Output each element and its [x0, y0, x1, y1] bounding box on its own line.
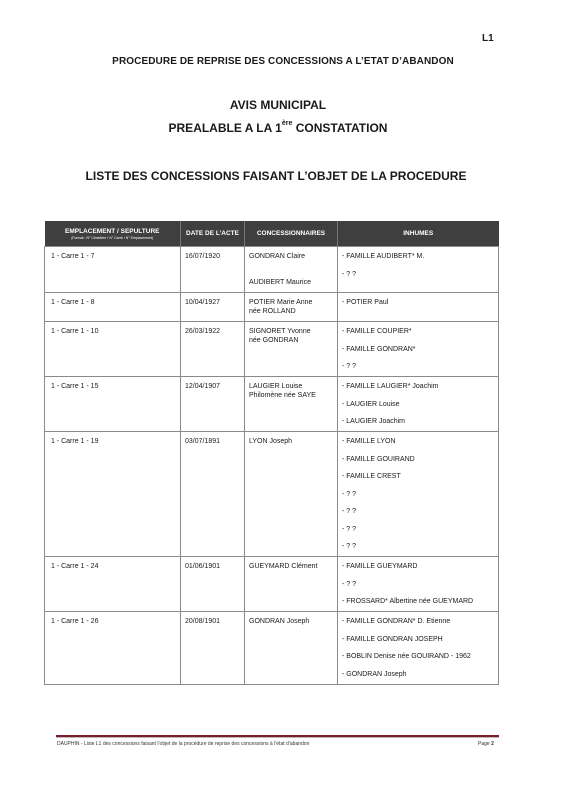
cell-emplacement: 1 - Carre 1 - 15	[45, 377, 181, 432]
spacer	[249, 261, 333, 278]
header-emplacement	[45, 221, 181, 247]
cell-concessionnaires	[245, 322, 338, 377]
header-concessionnaires: CONCESSIONNAIRES	[245, 221, 338, 247]
prealable-superscript: ère	[281, 120, 293, 127]
table-body	[45, 247, 499, 685]
cell-concessionnaires	[245, 377, 338, 432]
inhume-entry: - FAMILLE GOUIRAND	[342, 455, 415, 463]
footer-page-number	[478, 741, 494, 747]
table-row	[45, 293, 499, 322]
concessionnaire-name: SIGNORET Yvonne	[249, 328, 311, 335]
prealable-prefix: PREALABLE A LA 1	[168, 121, 282, 135]
cell-emplacement: 1 - Carre 1 - 8	[45, 293, 181, 322]
header-date: DATE DE L’ACTE	[181, 221, 245, 247]
cell-date: 03/07/1891	[181, 432, 245, 557]
inhume-entry: - ? ?	[342, 580, 357, 588]
header-inhumes: INHUMES	[338, 221, 499, 247]
table-row	[45, 432, 499, 557]
table-row	[45, 247, 499, 293]
table-header-row	[45, 221, 499, 247]
cell-concessionnaires	[245, 557, 338, 612]
inhume-entry: - ? ?	[342, 270, 357, 278]
cell-date: 12/04/1907	[181, 377, 245, 432]
inhume-entry: - FAMILLE GONDRAN* D. Etienne	[342, 618, 451, 625]
cell-date: 01/06/1901	[181, 557, 245, 612]
cell-date: 20/08/1901	[181, 612, 245, 685]
cell-date: 10/04/1927	[181, 293, 245, 322]
cell-concessionnaires	[245, 612, 338, 685]
cell-inhumes	[338, 612, 499, 685]
table-row	[45, 612, 499, 685]
cell-emplacement: 1 - Carre 1 - 7	[45, 247, 181, 293]
avis-municipal-title: AVIS MUNICIPAL	[229, 98, 327, 112]
cell-emplacement: 1 - Carre 1 - 24	[45, 557, 181, 612]
cell-inhumes	[338, 322, 499, 377]
cell-inhumes	[338, 293, 499, 322]
cell-emplacement: 1 - Carre 1 - 19	[45, 432, 181, 557]
inhume-entry: - FAMILLE GONDRAN*	[342, 345, 416, 353]
header-emplacement-format: (Format : N° Cimetière / N° Carré / N° Emplacement)	[71, 235, 154, 240]
prealable-suffix: CONSTATATION	[292, 121, 388, 135]
footer-rule-shadow	[56, 737, 499, 738]
concessionnaire-name: POTIER Marie Anne	[249, 299, 313, 306]
concessionnaire-name: LYON Joseph	[249, 438, 293, 445]
inhume-entry: - LAUGIER Louise	[342, 400, 400, 408]
cell-concessionnaires	[245, 293, 338, 322]
inhume-entry: - ? ?	[342, 543, 357, 550]
table-row	[45, 322, 499, 377]
footer-page-label: Page	[478, 741, 490, 747]
cell-emplacement: 1 - Carre 1 - 26	[45, 612, 181, 685]
inhume-entry: - FAMILLE GONDRAN JOSEPH	[342, 635, 443, 643]
cell-inhumes	[338, 557, 499, 612]
cell-date: 16/07/1920	[181, 247, 245, 293]
cell-date: 26/03/1922	[181, 322, 245, 377]
concessionnaire-name: LAUGIER Louise	[249, 383, 303, 390]
prealable-title	[0, 121, 556, 135]
inhume-entry: - FAMILLE COUPIER*	[342, 328, 412, 335]
inhume-entry: - FAMILLE AUDIBERT* M.	[342, 253, 425, 260]
table-row	[45, 557, 499, 612]
table-row	[45, 377, 499, 432]
concessionnaire-name: GONDRAN Claire	[249, 253, 306, 260]
inhume-entry: - ? ?	[342, 363, 357, 370]
inhume-entry: - BOBLIN Denise née GOUIRAND - 1962	[342, 653, 471, 660]
inhume-entry: - ? ?	[342, 525, 357, 533]
concessionnaire-name: née ROLLAND	[249, 308, 296, 315]
concessionnaire-name: née GONDRAN	[249, 337, 299, 344]
cell-emplacement: 1 - Carre 1 - 10	[45, 322, 181, 377]
inhume-entry: - FAMILLE CREST	[342, 473, 401, 480]
concessionnaire-name: GONDRAN Joseph	[249, 618, 310, 625]
inhume-entry: - GONDRAN Joseph	[342, 670, 407, 678]
inhume-entry: - POTIER Paul	[342, 299, 389, 306]
page-reference: L1	[482, 33, 494, 44]
inhume-entry: - ? ?	[342, 490, 357, 498]
cell-concessionnaires	[245, 247, 338, 293]
concessionnaire-name: AUDIBERT Maurice	[249, 279, 311, 286]
inhume-entry: - FROSSARD* Albertine née GUEYMARD	[342, 598, 474, 605]
inhume-entry: - FAMILLE GUEYMARD	[342, 563, 418, 570]
concessions-table	[44, 221, 499, 685]
header-emplacement-label: EMPLACEMENT / SEPULTURE	[65, 227, 160, 235]
footer-text: DAUPHIN - Liste L1 des concessions faisant l’objet de la procédure de reprise des concessions à l’état d’abandon	[57, 741, 310, 747]
procedure-title: PROCEDURE DE REPRISE DES CONCESSIONS A L’ETAT D’ABANDON	[112, 56, 454, 67]
cell-concessionnaires	[245, 432, 338, 557]
cell-inhumes	[338, 247, 499, 293]
cell-inhumes	[338, 432, 499, 557]
cell-inhumes	[338, 377, 499, 432]
concessionnaire-name: GUEYMARD Clément	[249, 563, 318, 570]
inhume-entry: - FAMILLE LYON	[342, 438, 396, 445]
inhume-entry: - LAUGIER Joachim	[342, 418, 406, 425]
concessionnaire-name: Philomène née SAYE	[249, 392, 316, 399]
inhume-entry: - FAMILLE LAUGIER* Joachim	[342, 383, 439, 390]
inhume-entry: - ? ?	[342, 508, 357, 515]
footer-page-value: 2	[491, 741, 494, 747]
liste-title: LISTE DES CONCESSIONS FAISANT L’OBJET DE LA PROCEDURE	[85, 169, 467, 183]
